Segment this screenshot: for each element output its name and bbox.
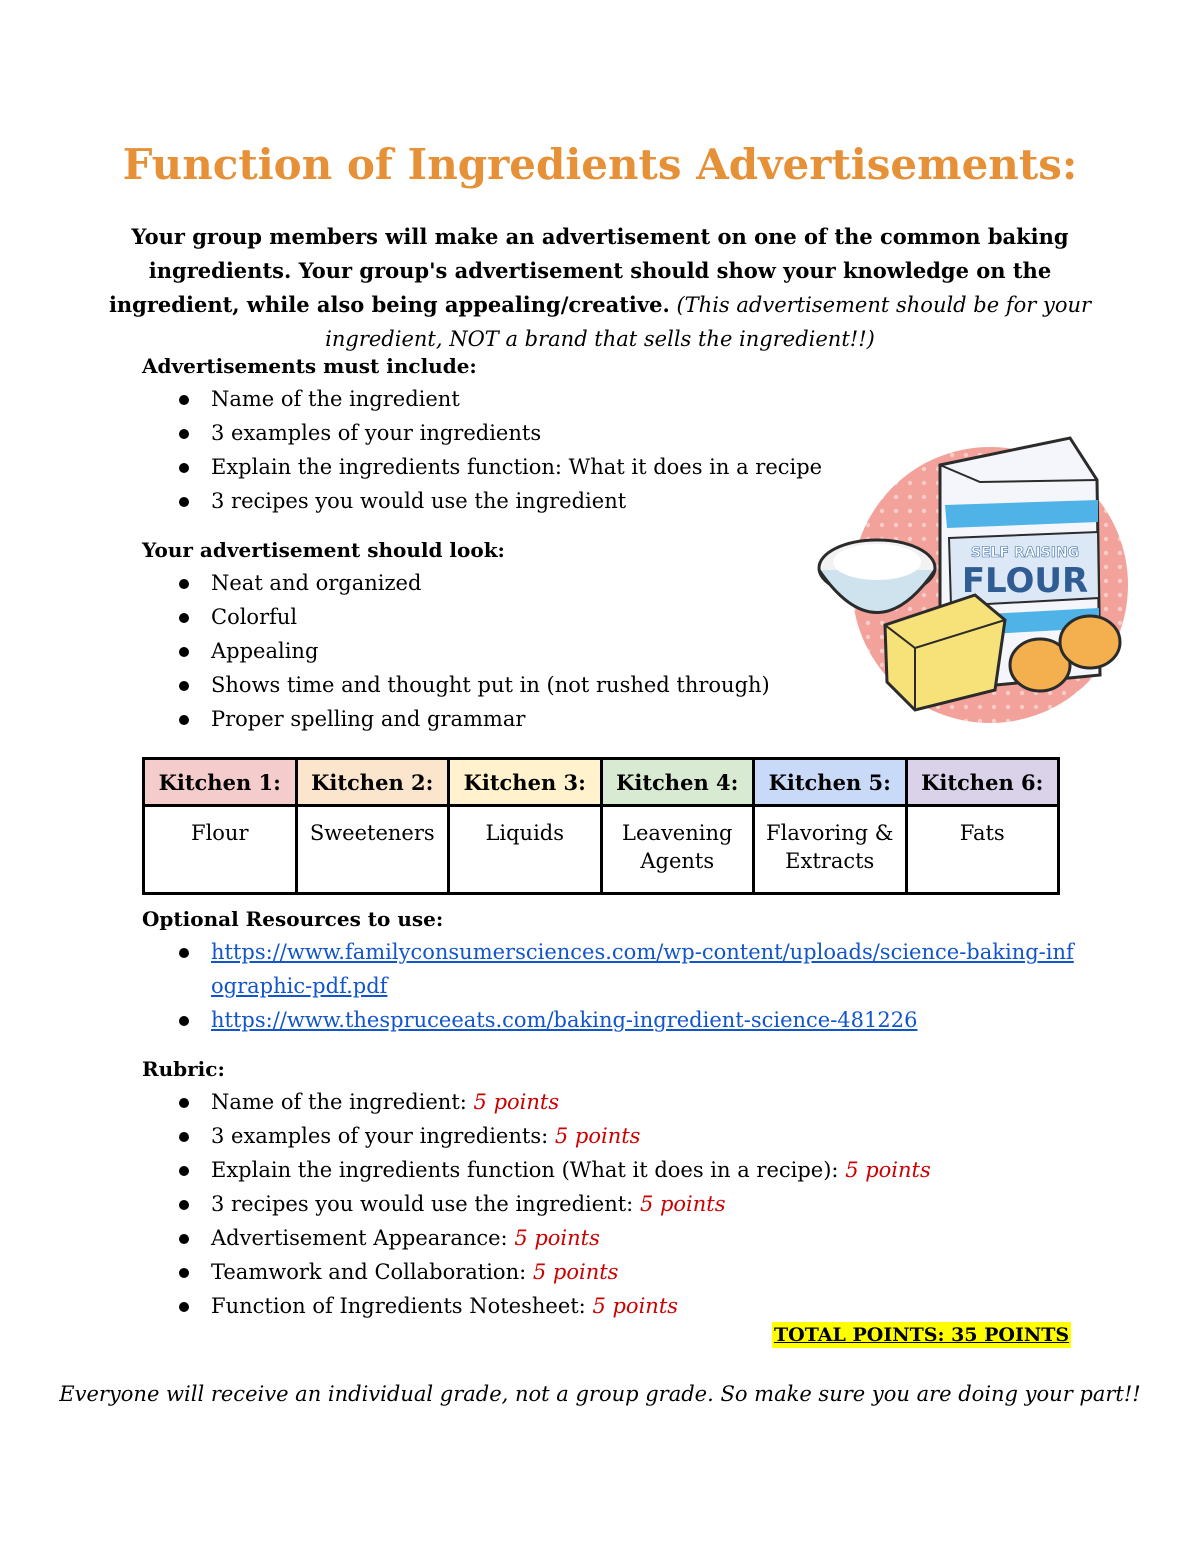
resource-link-item — [175, 1003, 1074, 1037]
bag-label-top: SELF RAISING — [970, 545, 1080, 561]
rubric-heading: Rubric: — [142, 1057, 225, 1081]
kitchen-header: Kitchen 1: — [144, 759, 297, 806]
kitchen-ingredient: Flavoring & Extracts — [754, 806, 907, 894]
rubric-item — [175, 1119, 931, 1153]
kitchen-header: Kitchen 4: — [601, 759, 754, 806]
resource-link-1[interactable]: https://www.familyconsumersciences.com/wp-content/uploads/science-baking-inf — [211, 940, 1074, 964]
list-item: Shows time and thought put in (not rushed through) — [175, 668, 770, 702]
bag-label-main: FLOUR — [961, 561, 1089, 601]
rubric-item — [175, 1221, 931, 1255]
kitchen-ingredient: Liquids — [449, 806, 602, 894]
list-item: Colorful — [175, 600, 770, 634]
intro-note: (This advertisement should be for your ingredient, NOT a brand that sells the ingredient!!) — [325, 293, 1092, 351]
must-include-list — [175, 382, 822, 518]
resource-link-2[interactable]: https://www.thespruceeats.com/baking-ingredient-science-481226 — [211, 1008, 918, 1032]
rubric-points: 5 points — [592, 1294, 679, 1318]
rubric-points: 5 points — [514, 1226, 600, 1250]
kitchen-table — [142, 757, 1060, 895]
kitchen-ingredient: Flour — [144, 806, 297, 894]
egg-right — [1060, 616, 1120, 668]
kitchen-header: Kitchen 6: — [906, 759, 1059, 806]
kitchen-ingredient: Sweeteners — [296, 806, 449, 894]
kitchen-header: Kitchen 3: — [449, 759, 602, 806]
rubric-label: Advertisement Appearance: — [211, 1226, 508, 1250]
list-item: Name of the ingredient — [175, 382, 822, 416]
list-item: Appealing — [175, 634, 770, 668]
rubric-points: 5 points — [639, 1192, 726, 1216]
baking-ingredients-illustration — [805, 420, 1135, 730]
rubric-label: Function of Ingredients Notesheet: — [211, 1294, 586, 1318]
intro-text: Your group members will make an advertisement on one of the common baking ingredients. Your group's advertisement should show your knowledge on the ingredient, while also being appealing/creative. — [108, 224, 1069, 317]
intro-paragraph — [95, 220, 1105, 356]
kitchen-ingredient: Fats — [906, 806, 1059, 894]
kitchen-ingredient-row — [144, 806, 1059, 894]
kitchen-header: Kitchen 5: — [754, 759, 907, 806]
list-item: 3 examples of your ingredients — [175, 416, 822, 450]
footer-note: Everyone will receive an individual grade, not a group grade. So make sure you are doing your part!! — [59, 1382, 1141, 1406]
rubric-item — [175, 1255, 931, 1289]
rubric-points: 5 points — [532, 1260, 619, 1284]
resources-heading: Optional Resources to use: — [142, 907, 444, 931]
rubric-list — [175, 1085, 931, 1323]
resources-list — [175, 935, 1074, 1037]
kitchen-header-row — [144, 759, 1059, 806]
list-item: Explain the ingredients function: What it does in a recipe — [175, 450, 822, 484]
rubric-item — [175, 1085, 931, 1119]
rubric-label: Name of the ingredient: — [211, 1090, 467, 1114]
list-item: Neat and organized — [175, 566, 770, 600]
rubric-points: 5 points — [554, 1124, 641, 1148]
rubric-points: 5 points — [845, 1158, 931, 1182]
resource-link-item — [175, 935, 1074, 1003]
should-look-heading: Your advertisement should look: — [142, 538, 505, 562]
resource-link-1-cont[interactable]: ographic-pdf.pdf — [211, 974, 388, 998]
should-look-list — [175, 566, 770, 736]
page-title: Function of Ingredients Advertisements: — [122, 140, 1078, 189]
list-item: Proper spelling and grammar — [175, 702, 770, 736]
list-item: 3 recipes you would use the ingredient — [175, 484, 822, 518]
rubric-label: Teamwork and Collaboration: — [211, 1260, 527, 1284]
kitchen-ingredient: Leavening Agents — [601, 806, 754, 894]
rubric-label: 3 recipes you would use the ingredient: — [211, 1192, 634, 1216]
rubric-item — [175, 1289, 931, 1323]
rubric-points: 5 points — [473, 1090, 560, 1114]
must-include-heading: Advertisements must include: — [142, 354, 477, 378]
rubric-label: Explain the ingredients function (What it does in a recipe): — [211, 1158, 839, 1182]
rubric-label: 3 examples of your ingredients: — [211, 1124, 549, 1148]
total-points: TOTAL POINTS: 35 POINTS — [774, 1324, 1070, 1346]
rubric-item — [175, 1187, 931, 1221]
kitchen-header: Kitchen 2: — [296, 759, 449, 806]
rubric-item — [175, 1153, 931, 1187]
